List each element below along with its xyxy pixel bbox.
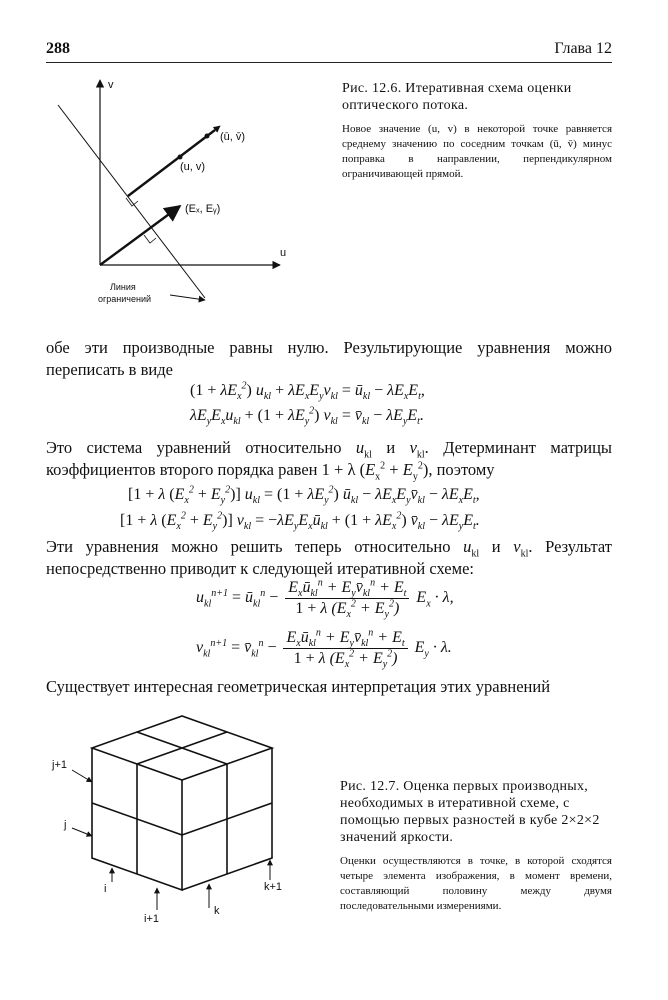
paragraph-3-part-b: Результат непосредственно приводит к следующей итеративной схеме: — [46, 537, 612, 578]
constraint-line — [58, 105, 205, 298]
paragraph-1: обе эти производные равны нулю. Результирующие уравнения можно переписать в виде — [46, 338, 612, 379]
header-rule — [46, 62, 612, 63]
label-k-plus-1: k+1 — [264, 881, 283, 893]
iteration-u: $u_{kl}^{n+1}$ = $ū_{kl}^n$ − $\frac{E_xū_{kl}^n + E_yv̄_{kl}^n + E_t}{1 + \lambda (E_x^2 + E_y^2)}$ $E_x \cdot \lambda$, — [196, 577, 454, 621]
paragraph-3-part-a: Эти уравнения можно решить теперь относительно — [46, 537, 451, 556]
figure-12-6-caption-title: Рис. 12.6. Итеративная схема оценки оптического потока. — [342, 81, 572, 113]
fraction-u: $\frac{E_xū_{kl}^n + E_yv̄_{kl}^n + E_t}{1 + \lambda (E_x^2 + E_y^2)}$ — [285, 578, 409, 619]
point-uv — [178, 155, 183, 160]
label-uv-bar: (ū, v̄) — [220, 131, 246, 143]
label-gradient: (Eₓ, Eᵧ) — [185, 203, 221, 215]
point-uv-bar — [205, 134, 210, 139]
constraint-pointer — [170, 295, 205, 300]
chapter-title: Глава 12 — [554, 40, 612, 57]
figure-12-7-cube — [46, 704, 316, 936]
label-i-plus-1: i+1 — [144, 913, 159, 925]
iteration-v: $v_{kl}^{n+1}$ = $v̄_{kl}^n$ − $\frac{E_xū_{kl}^n + E_yv̄_{kl}^n + E_t}{1 + \lambda (E_x^2 + E_y^2)}$ $E_y \cdot \lambda$. — [196, 627, 452, 671]
figure-12-6-diagram — [40, 70, 300, 320]
label-k: k — [214, 905, 220, 917]
v-axis-label: v — [108, 79, 114, 91]
figure-12-7-caption — [340, 778, 612, 914]
figure-12-6-caption-body: Новое значение (u, v) в некоторой точке равняется среднему значению по соседним точкам (ū, v̄) минус поправка в направлении, перпендикулярном ограничивающей прямой. — [342, 123, 612, 180]
label-j-plus-1: j+1 — [52, 759, 67, 771]
equation-1a: $(1 + \lambda E_x^2)$ $u_{kl} + \lambda E_xE_yv_{kl}$ = $ū_{kl} - \lambda E_xE_t$, — [190, 380, 425, 403]
label-uv: (u, v) — [180, 161, 206, 173]
label-i: i — [104, 883, 107, 895]
paragraph-2-part-a: Это система уравнений относительно — [46, 438, 342, 457]
equation-1b: $\lambda E_yE_xu_{kl} + (1 + \lambda E_y^2) v_{kl}$ = $v̄_{kl} - \lambda E_yE_t$. — [190, 405, 424, 428]
cube-edges — [92, 716, 272, 890]
u-axis-label: u — [280, 247, 287, 259]
paragraph-2-part-c: поэтому — [436, 460, 495, 479]
label-j: j — [64, 819, 67, 831]
equation-2b: [1 + λ $(E_x^2 + E_y^2)$] $v_{kl}$ = $-\lambda E_yE_xū_{kl} + (1 + \lambda E_x^2)$ $v̄_{kl} - \lambda E_yE_t$. — [120, 510, 480, 533]
paragraph-2: Это система уравнений относительно $u_{kl}$ и $v_{kl}$. Детерминант матрицы коэффициентов второго порядка равен 1 + λ $(E_x^2 + E_y^2)$, поэтому — [46, 438, 613, 483]
figure-12-6-caption — [342, 80, 612, 182]
constraint-label-1: Линия — [110, 282, 136, 292]
paragraph-4: Существует интересная геометрическая интерпретация этих уравнений — [46, 677, 551, 696]
figure-12-7-caption-title: Рис. 12.7. Оценка первых производных, необходимых в итеративной схеме, с помощью первых разностей в кубе 2×2×2 значений яркости. — [340, 779, 600, 845]
constraint-label-2: ограничений — [98, 294, 152, 304]
paragraph-2-part-b: Детерминант матрицы коэффициентов второго порядка равен — [46, 438, 613, 479]
page-number: 288 — [46, 40, 70, 57]
fraction-v: $\frac{E_xū_{kl}^n + E_yv̄_{kl}^n + E_t}{1 + \lambda (E_x^2 + E_y^2)}$ — [283, 628, 407, 669]
figure-12-7-caption-body: Оценки осуществляются в точке, в которой сходятся четыре элемента изображения, в момент времени, составляющий половину между двумя последовательными измерениями. — [340, 855, 612, 912]
equation-2a: [1 + λ $(E_x^2 + E_y^2)$] $u_{kl} = (1 + \lambda E_y^2)$ $ū_{kl}$ − $\lambda E_xE_yv̄_{kl} - \lambda E_xE_t$, — [128, 484, 480, 507]
paragraph-3: Эти уравнения можно решить теперь относительно $u_{kl}$ и $v_{kl}$. Результат непосредственно приводит к следующей итеративной схеме: — [46, 537, 612, 578]
right-angle-mark-2 — [144, 235, 156, 243]
gradient-vector — [100, 206, 180, 265]
